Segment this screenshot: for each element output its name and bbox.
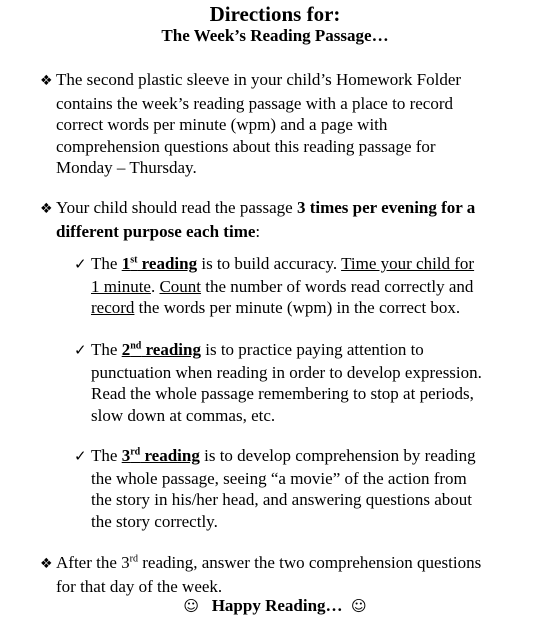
section3-line2: for that day of the week. [56, 576, 223, 596]
page-title: Directions for: [209, 2, 341, 26]
reading1-word: reading [137, 254, 198, 273]
section2-colon: : [255, 221, 261, 241]
reading3-prefix: The [91, 446, 122, 465]
diamond-bullet-icon: ❖ [40, 201, 53, 217]
reading1-line1 [74, 253, 474, 276]
reading2-word: reading [141, 340, 201, 359]
section-after-third-reading [40, 552, 481, 597]
reading3-num: 3 [121, 446, 131, 465]
reading3-sup: rd [130, 446, 141, 458]
reading1-period: . [150, 276, 160, 296]
reading2-prefix: The [91, 340, 122, 359]
checkmark-icon: ✓ [74, 255, 87, 273]
reading2-line3: Read the whole passage remembering to stop at periods, [91, 384, 474, 403]
reading1-text3: the words per minute (wpm) in the correct box. [134, 298, 461, 317]
reading1-line3 [74, 297, 474, 319]
diamond-bullet-icon: ❖ [40, 73, 53, 89]
section2-text: Your child should read the passage [56, 198, 297, 217]
page-subtitle: The Week’s Reading Passage… [161, 26, 389, 45]
happy-reading-footer [0, 596, 550, 616]
reading3-line4: the story correctly. [91, 511, 218, 531]
section-read-three-times [40, 197, 475, 242]
section1-line4: comprehension questions about this reading passage for [56, 136, 436, 156]
section1-line2: contains the week’s reading passage with a place to record [56, 93, 453, 113]
reading1-underline-record: record [91, 298, 135, 317]
reading2-sup: nd [130, 340, 142, 352]
reading3-text: is to develop comprehension by reading [199, 446, 476, 465]
reading2-text: is to practice paying attention to [200, 340, 424, 359]
reading3-label [122, 446, 200, 465]
checkmark-icon: ✓ [74, 341, 87, 359]
reading2-line1 [74, 339, 482, 362]
reading2-num: 2 [121, 340, 131, 359]
second-reading-item [74, 339, 482, 426]
reading3-line2: the whole passage, seeing “a movie” of the action from [91, 468, 467, 488]
section3-text: reading, answer the two comprehension questions [137, 553, 482, 572]
reading1-num: 1 [121, 254, 131, 273]
footer-text: Happy Reading… [211, 596, 343, 615]
section2-line2 [40, 221, 475, 243]
reading3-line3: the story in his/her head, and answering questions about [91, 490, 473, 509]
reading2-label [122, 340, 201, 359]
reading1-underline-minute: 1 minute [91, 276, 151, 296]
section1-line3: correct words per minute (wpm) and a page with [56, 115, 388, 134]
reading1-prefix: The [91, 254, 122, 273]
section3-prefix: After the 3 [56, 553, 130, 572]
reading3-line1 [74, 445, 476, 468]
reading2-line2: punctuation when reading in order to develop expression. [91, 362, 482, 382]
reading2-line4: slow down at commas, etc. [91, 405, 276, 425]
reading1-text2: the number of words read correctly and [201, 276, 474, 296]
section1-text: The second plastic sleeve in your child’s Homework Folder [56, 70, 462, 89]
reading1-line2 [74, 276, 474, 298]
section1-line1 [40, 69, 461, 93]
section2-bold-text: 3 times per evening for a [296, 198, 476, 217]
section-plastic-sleeve [40, 69, 461, 179]
smiley-icon: ☺ [183, 597, 199, 615]
section2-bold-purpose: different purpose each time [56, 221, 256, 241]
smiley-icon: ☺ [351, 597, 367, 615]
section2-line1 [40, 197, 475, 221]
section3-line1 [40, 552, 481, 576]
reading1-label [122, 254, 197, 273]
section1-line5: Monday – Thursday. [56, 158, 197, 177]
third-reading-item [74, 445, 476, 532]
section3-sup: rd [129, 553, 138, 565]
reading1-sup: st [130, 254, 138, 266]
reading1-underline-count: Count [159, 276, 202, 296]
checkmark-icon: ✓ [74, 447, 87, 465]
first-reading-item [74, 253, 474, 319]
reading1-underline-time: Time your child for [341, 254, 475, 273]
reading1-text: is to build accuracy. [197, 254, 342, 273]
reading3-word: reading [140, 446, 200, 465]
diamond-bullet-icon: ❖ [40, 556, 53, 572]
